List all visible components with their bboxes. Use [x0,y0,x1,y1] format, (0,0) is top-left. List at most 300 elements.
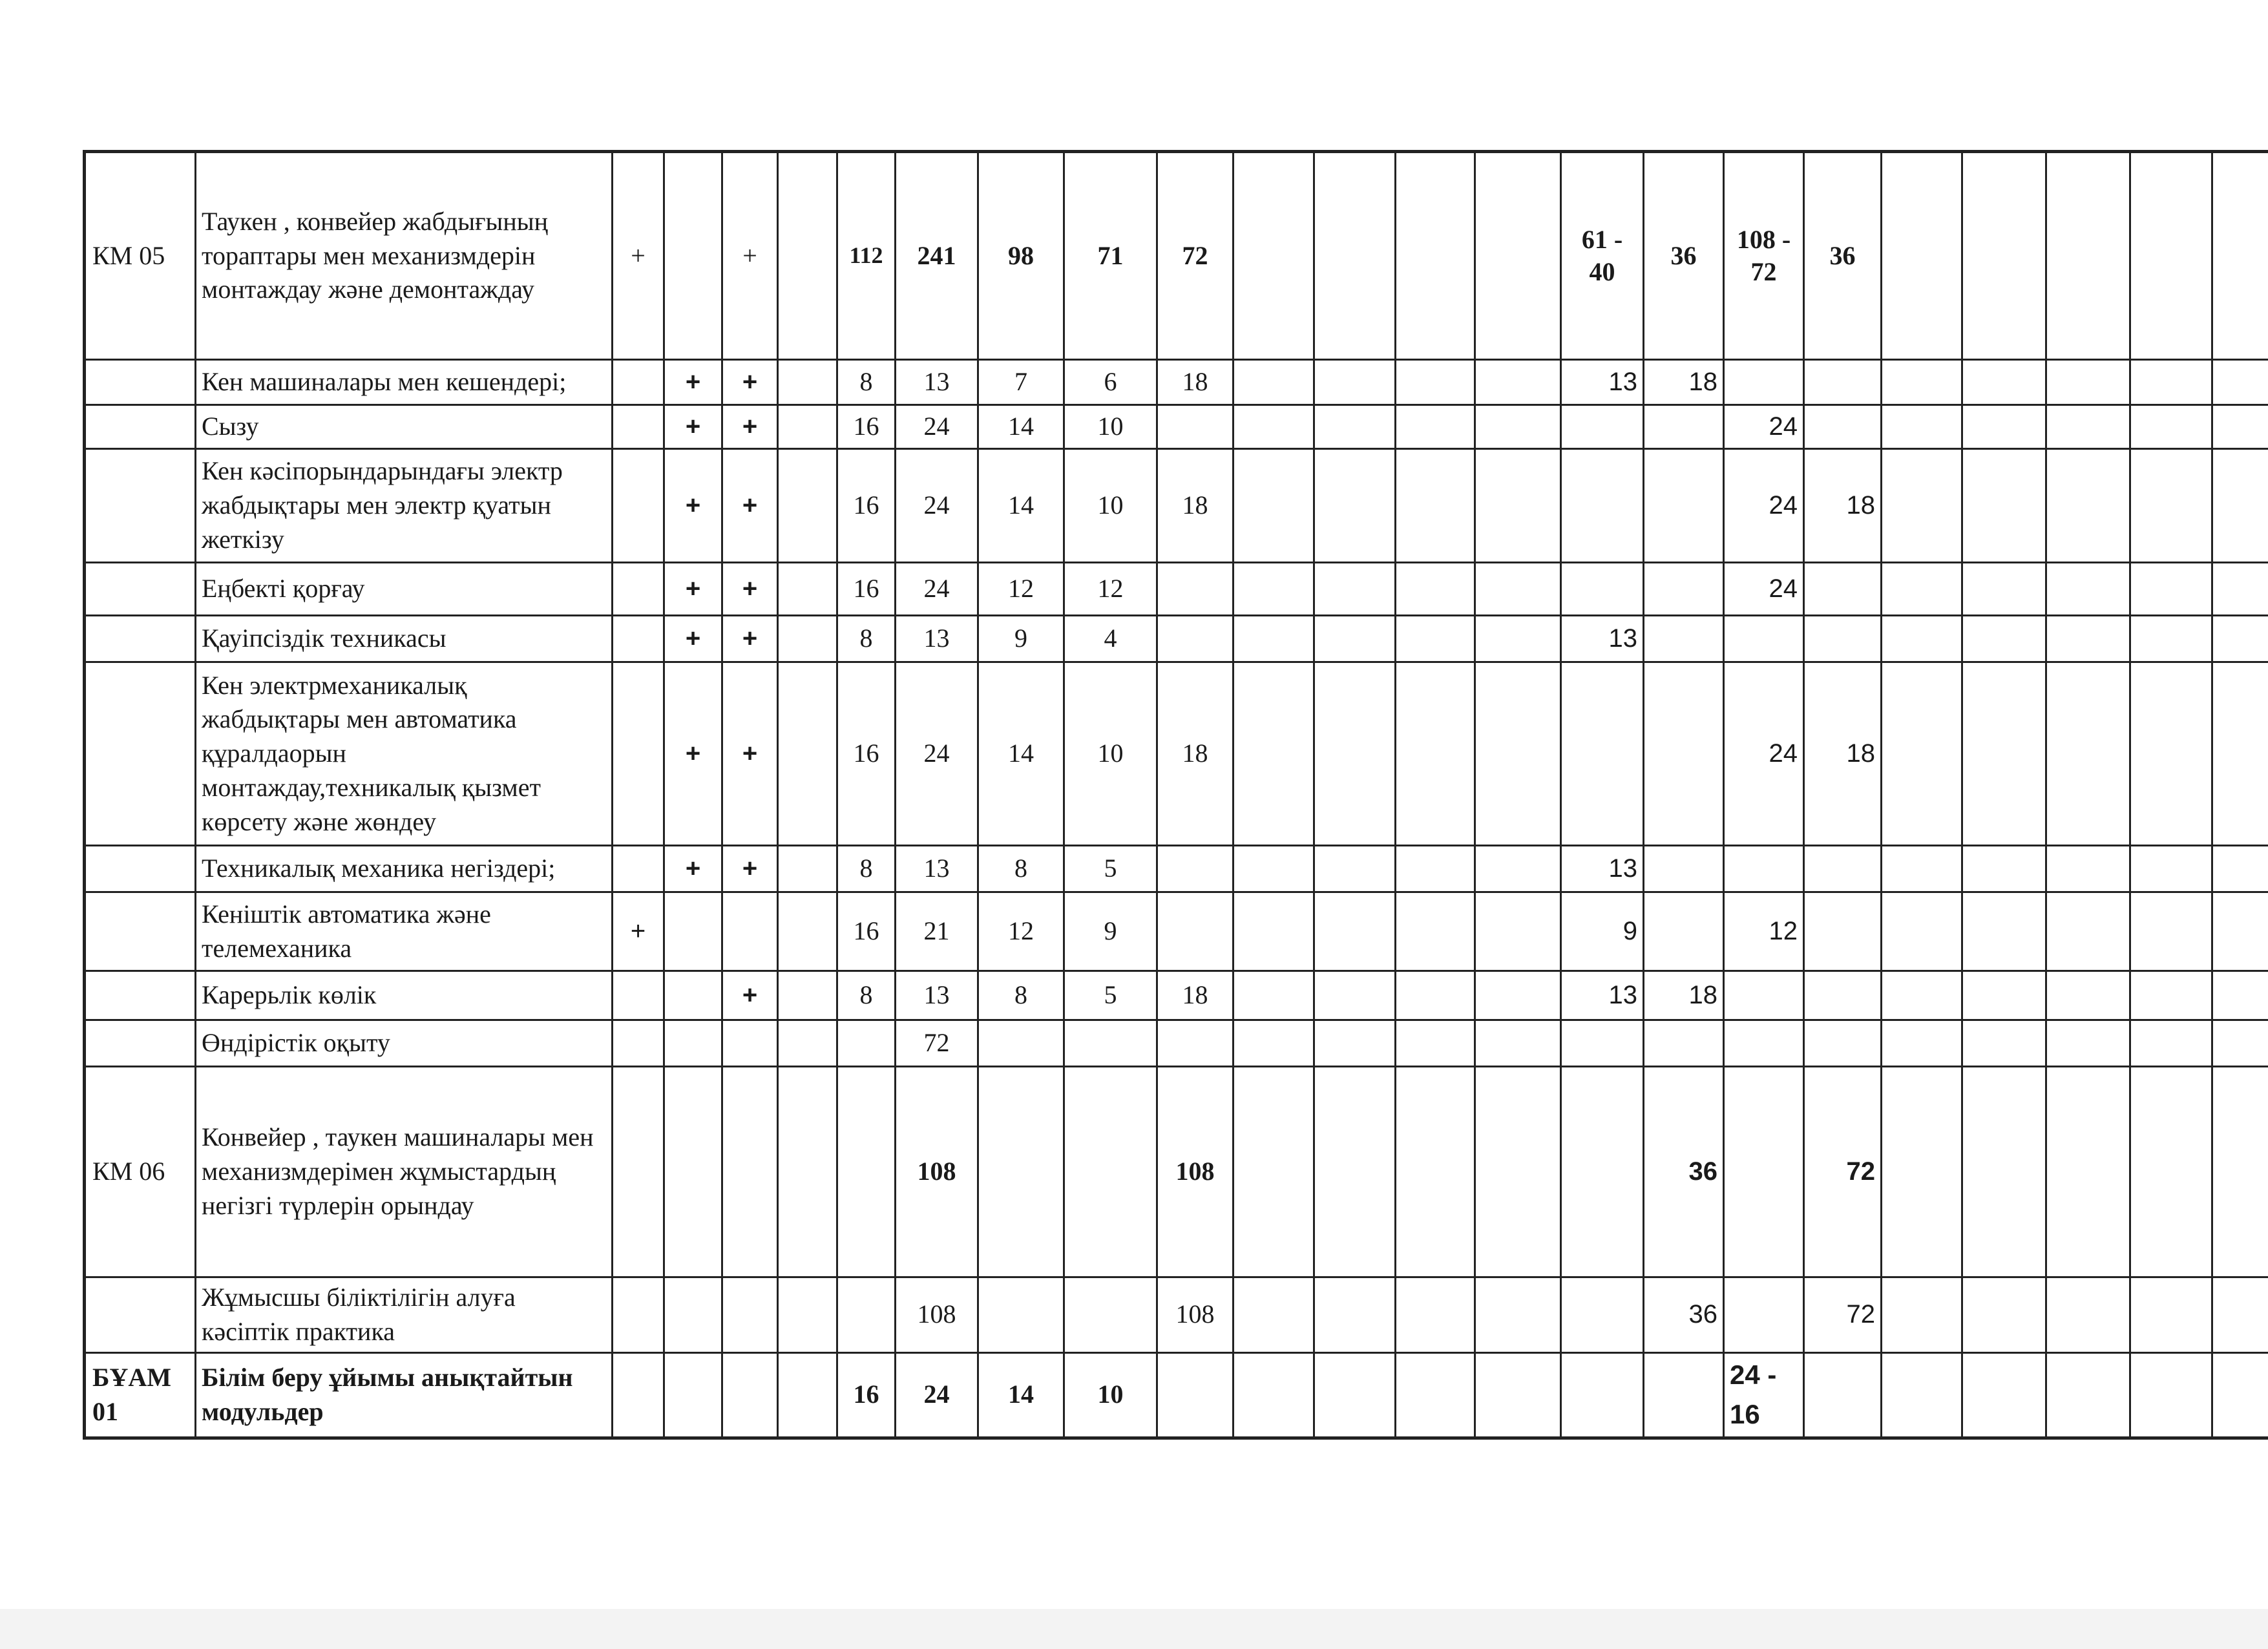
subject-row [85,360,2268,405]
cell [2212,405,2268,449]
cell: 72 [896,1020,978,1067]
subject-name: Кен кәсіпорындарындағы электр жабдықтары мен электр қуатын жеткізу [196,449,613,563]
cell [1804,1352,1882,1438]
cell [778,1067,837,1277]
cell [1724,971,1804,1020]
subject-name: Еңбекті қорғау [196,563,613,616]
cell: 10 [1064,1352,1157,1438]
scan-shadow [0,1609,2268,1649]
module-code [85,360,196,405]
cell [2212,662,2268,846]
cell: 10 [1064,405,1157,449]
cell [2130,449,2212,563]
cell [1804,405,1882,449]
cell [1396,360,1475,405]
cell [1396,563,1475,616]
cell [1962,1277,2046,1353]
module-code: КМ 05 [85,152,196,360]
cell [1724,1020,1804,1067]
cell: 98 [978,152,1064,360]
cell [613,1067,664,1277]
cell [1314,405,1396,449]
cell: 108 - 72 [1724,152,1804,360]
cell [978,1020,1064,1067]
cell [1804,1020,1882,1067]
cell [722,892,778,971]
cell [1475,971,1561,1020]
cell [1234,449,1314,563]
cell: 8 [837,971,896,1020]
cell: + [664,616,722,662]
cell [2046,152,2130,360]
cell: 13 [1561,846,1644,892]
cell: 72 [1157,152,1234,360]
cell: + [664,449,722,563]
cell [1644,563,1724,616]
cell: 71 [1064,152,1157,360]
cell [2046,405,2130,449]
cell [2130,846,2212,892]
cell [1644,1020,1724,1067]
module-name: Таукен , конвейер жабдығының тораптары мен механизмдерін монтаждау және демонтаждау [196,152,613,360]
cell: 16 [837,892,896,971]
cell [1234,662,1314,846]
cell [1234,1067,1314,1277]
cell [1962,971,2046,1020]
cell [778,1020,837,1067]
cell: 4 [1064,616,1157,662]
cell [1804,360,1882,405]
cell: 14 [978,662,1064,846]
cell [2130,892,2212,971]
cell [1314,616,1396,662]
cell [778,405,837,449]
cell [1475,846,1561,892]
module-code [85,846,196,892]
cell [1157,846,1234,892]
cell [1396,1352,1475,1438]
cell: 24 [896,563,978,616]
cell [2130,405,2212,449]
cell: 24 [1724,563,1804,616]
cell [613,616,664,662]
subject-name: Техникалық механика негіздері; [196,846,613,892]
cell: 108 [1157,1067,1234,1277]
cell [1314,846,1396,892]
cell: 16 [837,1352,896,1438]
cell: 18 [1804,662,1882,846]
cell: 16 [837,449,896,563]
cell [2212,1277,2268,1353]
module-code [85,1020,196,1067]
cell: + [722,152,778,360]
cell [722,1352,778,1438]
cell [1396,892,1475,971]
cell: + [664,405,722,449]
cell: 18 [1157,449,1234,563]
cell [1804,892,1882,971]
cell: 8 [837,360,896,405]
cell [722,1277,778,1353]
cell [1396,152,1475,360]
cell [2046,892,2130,971]
cell [1882,662,1962,846]
cell: 108 [1157,1277,1234,1353]
module-row-km06 [85,1067,2268,1277]
subject-row [85,846,2268,892]
cell: 24 [896,405,978,449]
cell [1724,616,1804,662]
cell: 13 [896,971,978,1020]
cell [2046,971,2130,1020]
cell [1962,662,2046,846]
subject-row [85,971,2268,1020]
cell [1644,846,1724,892]
cell: + [613,152,664,360]
cell [2212,1352,2268,1438]
cell [2212,971,2268,1020]
module-name: Конвейер , таукен машиналары мен механизмдерімен жұмыстардың негізгі түрлерін орындау [196,1067,613,1277]
cell [1475,662,1561,846]
cell [778,616,837,662]
subject-name: Карерьлік көлік [196,971,613,1020]
cell [778,152,837,360]
cell: 72 [1804,1277,1882,1353]
cell [1157,892,1234,971]
cell [2046,1020,2130,1067]
cell: 6 [1064,360,1157,405]
cell [1804,563,1882,616]
module-row-buam01 [85,1352,2268,1438]
cell [2130,616,2212,662]
cell [1644,449,1724,563]
cell: 16 [837,563,896,616]
subject-row [85,1277,2268,1353]
cell: + [613,892,664,971]
cell [1234,563,1314,616]
cell [2130,971,2212,1020]
curriculum-table [83,150,2268,1440]
cell [2046,1067,2130,1277]
cell [1234,405,1314,449]
cell [1962,405,2046,449]
cell [978,1277,1064,1353]
cell: 241 [896,152,978,360]
cell [1234,846,1314,892]
subject-row [85,616,2268,662]
cell: + [722,971,778,1020]
cell [1882,616,1962,662]
cell [2212,1067,2268,1277]
cell [1962,846,2046,892]
cell: 61 - 40 [1561,152,1644,360]
cell [1882,1277,1962,1353]
subject-row [85,563,2268,616]
cell [1314,360,1396,405]
cell [1314,1020,1396,1067]
cell: 13 [1561,971,1644,1020]
cell [1475,892,1561,971]
cell: 14 [978,1352,1064,1438]
cell [1396,616,1475,662]
cell [2130,360,2212,405]
cell [1962,616,2046,662]
cell [664,152,722,360]
cell [778,360,837,405]
cell [722,1067,778,1277]
module-code [85,563,196,616]
cell [664,971,722,1020]
cell: 108 [896,1067,978,1277]
subject-row [85,662,2268,846]
cell [1882,449,1962,563]
subject-name: Сызу [196,405,613,449]
subject-row [85,405,2268,449]
cell [1396,1277,1475,1353]
cell: 36 [1804,152,1882,360]
cell [1962,360,2046,405]
module-row-km05 [85,152,2268,360]
cell [1882,152,1962,360]
cell: 24 [1724,449,1804,563]
cell: 18 [1644,971,1724,1020]
module-name: Білім беру ұйымы анықтайтын модульдер [196,1352,613,1438]
cell [1882,1067,1962,1277]
cell: + [722,616,778,662]
cell [664,1352,722,1438]
cell [1561,1277,1644,1353]
cell [1962,563,2046,616]
cell [2046,449,2130,563]
cell [2046,662,2130,846]
cell [613,563,664,616]
cell [1314,1277,1396,1353]
cell [1157,1352,1234,1438]
cell [1962,449,2046,563]
cell [2212,563,2268,616]
cell [1234,1277,1314,1353]
cell: + [722,360,778,405]
cell [1882,1020,1962,1067]
cell [1561,449,1644,563]
cell: 36 [1644,1067,1724,1277]
cell [2212,892,2268,971]
cell [2212,616,2268,662]
cell: 12 [978,563,1064,616]
cell [1962,1067,2046,1277]
cell [1396,662,1475,846]
cell [1234,616,1314,662]
cell [1157,1020,1234,1067]
cell [1475,405,1561,449]
cell: 8 [978,971,1064,1020]
cell: 21 [896,892,978,971]
cell: 18 [1157,662,1234,846]
cell [1882,405,1962,449]
cell: 13 [1561,360,1644,405]
cell: + [722,563,778,616]
cell [1157,616,1234,662]
subject-row [85,892,2268,971]
cell [1882,892,1962,971]
subject-name: Кен машиналары мен кешендері; [196,360,613,405]
cell [1475,449,1561,563]
cell [1396,971,1475,1020]
cell: 10 [1064,449,1157,563]
subject-row [85,449,2268,563]
cell [1475,1020,1561,1067]
subject-name: Кен электрмеханикалық жабдықтары мен автоматика құралдаорын монтаждау,техникалық қызмет көрсету және жөндеу [196,662,613,846]
cell: 24 [1724,405,1804,449]
cell: 12 [1064,563,1157,616]
cell [778,971,837,1020]
cell [978,1067,1064,1277]
cell: 112 [837,152,896,360]
cell [2212,1020,2268,1067]
cell [1962,1352,2046,1438]
cell: 18 [1157,971,1234,1020]
cell [1882,563,1962,616]
cell [1724,846,1804,892]
cell [2046,563,2130,616]
cell [778,1352,837,1438]
cell: + [664,846,722,892]
cell [1396,1067,1475,1277]
cell [1475,1277,1561,1353]
cell [613,662,664,846]
cell [1064,1067,1157,1277]
subject-name: Кеніштік автоматика және телемеханика [196,892,613,971]
cell: 13 [896,846,978,892]
cell [1157,563,1234,616]
cell [1882,846,1962,892]
cell [613,405,664,449]
cell [837,1067,896,1277]
cell [2130,152,2212,360]
cell [1724,360,1804,405]
cell [1314,892,1396,971]
cell: 36 [1644,1277,1724,1353]
cell [1882,1352,1962,1438]
cell [1234,152,1314,360]
cell [1234,1352,1314,1438]
cell [1396,449,1475,563]
cell: 12 [978,892,1064,971]
cell [1561,405,1644,449]
cell [1962,1020,2046,1067]
cell [1644,1352,1724,1438]
cell [1314,1067,1396,1277]
cell [778,662,837,846]
module-code [85,662,196,846]
cell [778,892,837,971]
cell [837,1277,896,1353]
cell [613,1020,664,1067]
cell [2130,1020,2212,1067]
cell [778,846,837,892]
cell [778,449,837,563]
cell: 13 [896,360,978,405]
cell: 9 [978,616,1064,662]
cell [1475,152,1561,360]
cell [1804,616,1882,662]
cell [2212,449,2268,563]
cell [613,360,664,405]
cell: 72 [1804,1067,1882,1277]
cell [1314,662,1396,846]
cell: + [664,662,722,846]
cell [1724,1067,1804,1277]
cell [837,1020,896,1067]
cell [1234,1020,1314,1067]
cell [1314,563,1396,616]
cell [613,1277,664,1353]
cell: 14 [978,405,1064,449]
cell: 7 [978,360,1064,405]
cell: 18 [1804,449,1882,563]
cell: + [664,563,722,616]
cell [1724,1277,1804,1353]
cell: + [722,662,778,846]
cell [778,563,837,616]
cell [1561,1352,1644,1438]
cell [2046,360,2130,405]
module-code [85,892,196,971]
cell [778,1277,837,1353]
cell: 13 [896,616,978,662]
module-code: КМ 06 [85,1067,196,1277]
cell: 5 [1064,846,1157,892]
subject-row [85,1020,2268,1067]
cell [613,846,664,892]
cell [722,1020,778,1067]
cell [2130,1352,2212,1438]
cell [1314,1352,1396,1438]
cell [1475,360,1561,405]
cell: + [722,846,778,892]
cell [1064,1277,1157,1353]
cell [1644,892,1724,971]
cell: 24 [896,1352,978,1438]
cell [613,1352,664,1438]
cell: 18 [1644,360,1724,405]
module-code [85,405,196,449]
cell: + [664,360,722,405]
subject-name: Қауіпсіздік техникасы [196,616,613,662]
cell: 108 [896,1277,978,1353]
cell: 14 [978,449,1064,563]
cell [1396,405,1475,449]
cell: + [722,449,778,563]
cell [1882,360,1962,405]
cell [2130,563,2212,616]
cell [2130,662,2212,846]
module-code: БҰАМ 01 [85,1352,196,1438]
cell [2212,152,2268,360]
cell: 16 [837,662,896,846]
cell [1396,846,1475,892]
cell [1234,971,1314,1020]
cell: 36 [1644,152,1724,360]
cell [1644,662,1724,846]
cell: 16 [837,405,896,449]
cell [2212,846,2268,892]
cell [1962,892,2046,971]
cell: 24 [896,662,978,846]
cell [1475,1352,1561,1438]
cell [1561,1067,1644,1277]
cell [1561,1020,1644,1067]
